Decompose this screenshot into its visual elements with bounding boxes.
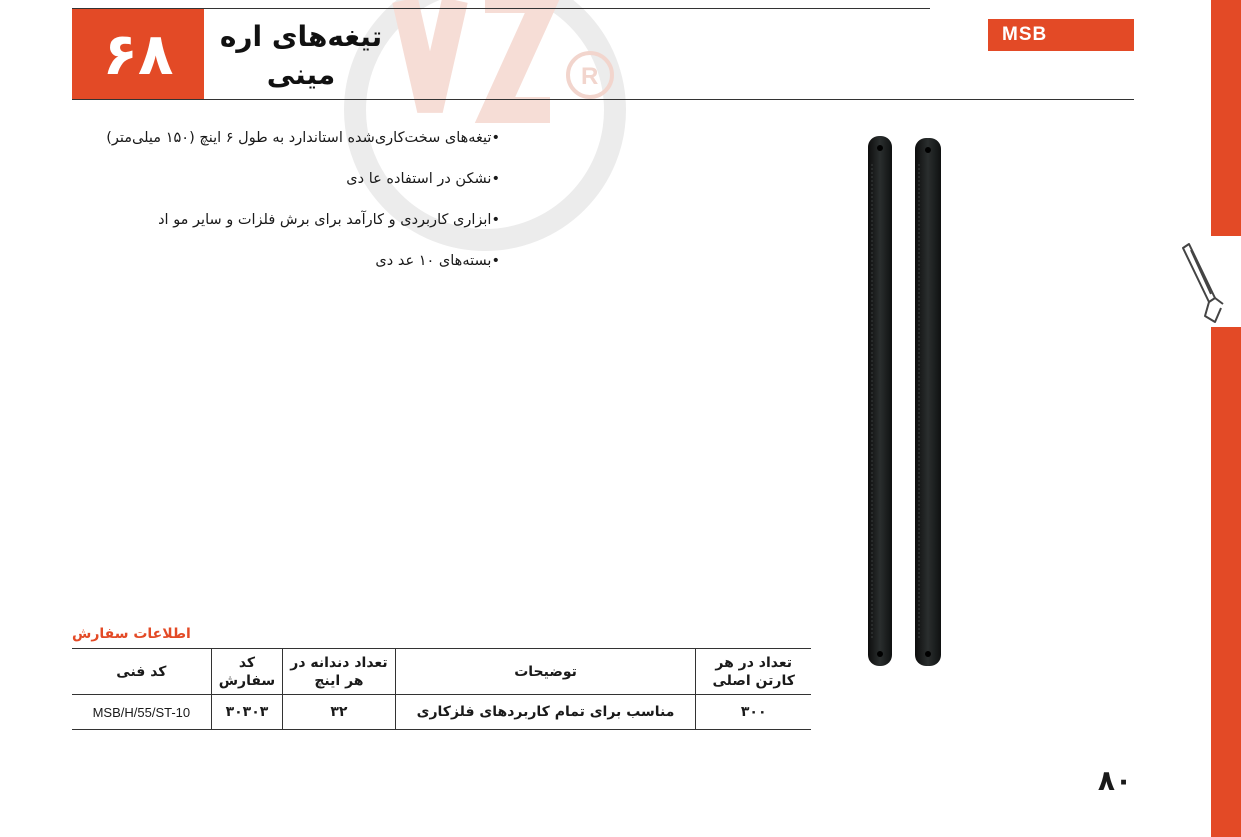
feature-item: •ابزاری کاربردی و کارآمد برای برش فلزات و سایر مو اد xyxy=(158,212,500,228)
side-strip-top xyxy=(1211,0,1241,236)
feature-item: •تیغه‌های سخت‌کاری‌شده استاندارد به طول ۶ اینچ (۱۵۰ میلی‌متر) xyxy=(106,130,500,146)
cell-description: مناسب برای تمام کاربردهای فلزکاری xyxy=(395,695,696,730)
saw-blades-image xyxy=(858,134,953,668)
order-info-title: اطلاعات سفارش xyxy=(72,626,191,642)
side-strip-bottom xyxy=(1211,327,1241,837)
cell-teeth: ۳۲ xyxy=(283,695,396,730)
saw-blade-right xyxy=(915,138,941,666)
cell-carton: ۳۰۰ xyxy=(696,695,811,730)
page-title xyxy=(206,18,396,94)
saw-blade-left xyxy=(868,136,892,666)
col-header-carton: تعداد در هر کارتن اصلی xyxy=(696,649,811,695)
hacksaw-icon xyxy=(1175,238,1241,326)
col-header-teeth: تعداد دندانه در هر اینچ xyxy=(283,649,396,695)
page-title-line2: مینی xyxy=(266,58,336,91)
cell-order-code: ۳۰۳۰۳ xyxy=(211,695,282,730)
table-row xyxy=(72,695,811,730)
feature-item: •نشکن در استفاده عا دی xyxy=(346,171,500,187)
page-number: ۸۰ xyxy=(1097,764,1133,797)
feature-list xyxy=(60,128,500,292)
product-number-badge: ۶۸ xyxy=(72,9,204,99)
col-header-tech-code: کد فنی xyxy=(72,649,211,695)
brand-badge: MSB xyxy=(988,19,1134,51)
table-header-row xyxy=(72,649,811,695)
svg-text:R: R xyxy=(581,63,599,90)
cell-tech-code: MSB/H/55/ST-10 xyxy=(72,695,211,730)
page-title-line1: تیغه‌های اره xyxy=(219,20,383,53)
feature-item: •بسته‌های ۱۰ عد دی xyxy=(375,253,500,269)
order-table xyxy=(72,648,811,730)
col-header-description: توضیحات xyxy=(395,649,696,695)
col-header-order-code: کد سفارش xyxy=(211,649,282,695)
header-bottom-rule xyxy=(72,99,1134,100)
